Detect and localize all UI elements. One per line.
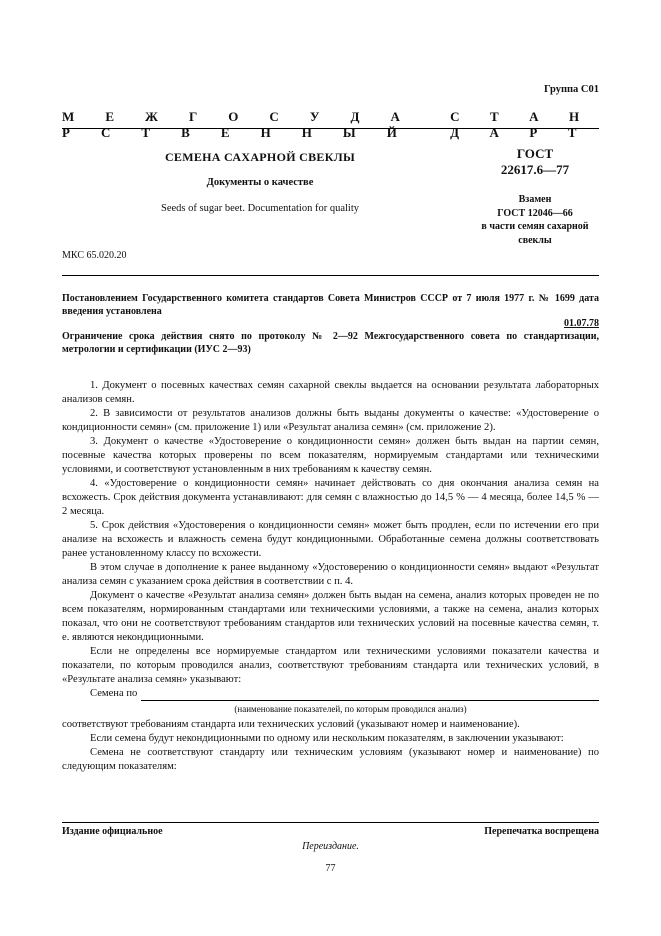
standard-heading	[62, 109, 599, 141]
decree-text: Постановлением Государственного комитета стандартов Совета Министров СССР от 7 июля 1977 г. № 1699 дата введения установлена	[62, 293, 599, 317]
paragraph: Если семена будут некондиционными по одному или нескольким показателям, в заключении указывают:	[90, 733, 564, 744]
effective-date: 01.07.78	[564, 318, 599, 329]
body-text	[62, 379, 599, 774]
header-rule	[62, 128, 599, 129]
document-title: СЕМЕНА САХАРНОЙ СВЕКЛЫ	[164, 150, 356, 164]
page-number: 77	[325, 863, 336, 874]
replaces-block	[470, 193, 600, 247]
fill-in-label: Семена по	[90, 688, 138, 699]
reissue-note: Переиздание.	[302, 841, 359, 852]
standard-heading-word-2: С Т А Н Д А Р Т	[450, 109, 593, 140]
gost-number: 22617.6—77	[500, 162, 570, 177]
replaces-line-4: свеклы	[518, 234, 552, 246]
paragraph: соответствуют требованиям стандарта или технических условий (указывают номер и наименование).	[62, 719, 520, 730]
paragraph: 2. В зависимости от результатов анализов должны быть выданы документы о качестве: «Удостоверение о кондиционности семян» (см. приложение 1) или «Результат анализа семян» (см. приложение 2).	[62, 408, 599, 433]
fill-in-caption: (наименование показателей, по которым проводился анализ)	[234, 704, 467, 714]
footer-rule	[62, 822, 599, 823]
fill-in-line	[141, 688, 599, 701]
paragraph: В этом случае в дополнение к ранее выданному «Удостоверению о кондиционности семян» выдают «Результат анализа семян с указанием срока действия в соответствии с п. 4.	[62, 562, 599, 587]
paragraph: Документ о качестве «Результат анализа семян» должен быть выдан на семена, анализ которых проведен не по всем показателям, нормированным стандартами или техническими условиями, а также на семена, анализ которых показал, что они не соответствуют требованиям стандартов или технических условий на посевные качества семян, т. е. являются некондиционными.	[62, 590, 599, 643]
mks-code: МКС 65.020.20	[62, 250, 127, 261]
fill-in-row	[62, 687, 599, 701]
title-rule	[62, 275, 599, 276]
paragraph: 3. Документ о качестве «Удостоверение о кондиционности семян» должен быть выдан на партии семян, посевные качества которых проверены по всем показателям, нормируемым стандартами или техническими условиями, и соответствуют установленным в них требованиям к качеству семян.	[62, 436, 599, 475]
paragraph: Семена не соответствуют стандарту или техническим условиям (указывают номер и наименование) по следующим показателям:	[62, 747, 599, 772]
restriction-text: Ограничение срока действия снято по протоколу № 2—92 Межгосударственного совета по стандартизации, метрологии и сертификации (ИУС 2—93)	[62, 331, 599, 355]
replaces-line-1: Взамен	[518, 194, 552, 205]
paragraph: 5. Срок действия «Удостоверения о кондиционности семян» может быть продлен, если по истечении его при анализе на всхожесть и влажность семена будут кондиционными. Обработанные семена должны соответствовать ранее установленному классу по всхожести.	[62, 520, 599, 559]
standard-heading-word-1: М Е Ж Г О С У Д А Р С Т В Е Н Н Ы Й	[62, 109, 414, 140]
paragraph: 1. Документ о посевных качествах семян сахарной свеклы выдается на основании результата лабораторных анализов семян.	[62, 380, 599, 405]
paragraph: 4. «Удостоверение о кондиционности семян» начинает действовать со дня окончания анализа семян на всхожесть. Срок действия документа устанавливают: для семян с влажностью до 14,5 % — 4 месяца, более 14,5 % — 2 месяца.	[62, 478, 599, 517]
group-code: Группа С01	[543, 84, 599, 95]
document-subtitle: Документы о качестве	[206, 177, 314, 188]
replaces-line-3: в части семян сахарной	[481, 221, 589, 232]
replaces-line-2: ГОСТ 12046—66	[497, 207, 573, 219]
gost-block	[470, 146, 600, 178]
paragraph: Если не определены все нормируемые стандартом или техническими условиями показатели качества и показатели, по которым проводился анализ, соответствуют требованиям стандарта или технических условий, в «Результате анализа семян» указывают:	[62, 646, 599, 685]
gost-label: ГОСТ	[516, 146, 554, 161]
reprint-prohibited: Перепечатка воспрещена	[484, 826, 599, 837]
official-edition: Издание официальное	[62, 826, 163, 837]
english-title: Seeds of sugar beet. Documentation for quality	[161, 203, 359, 214]
